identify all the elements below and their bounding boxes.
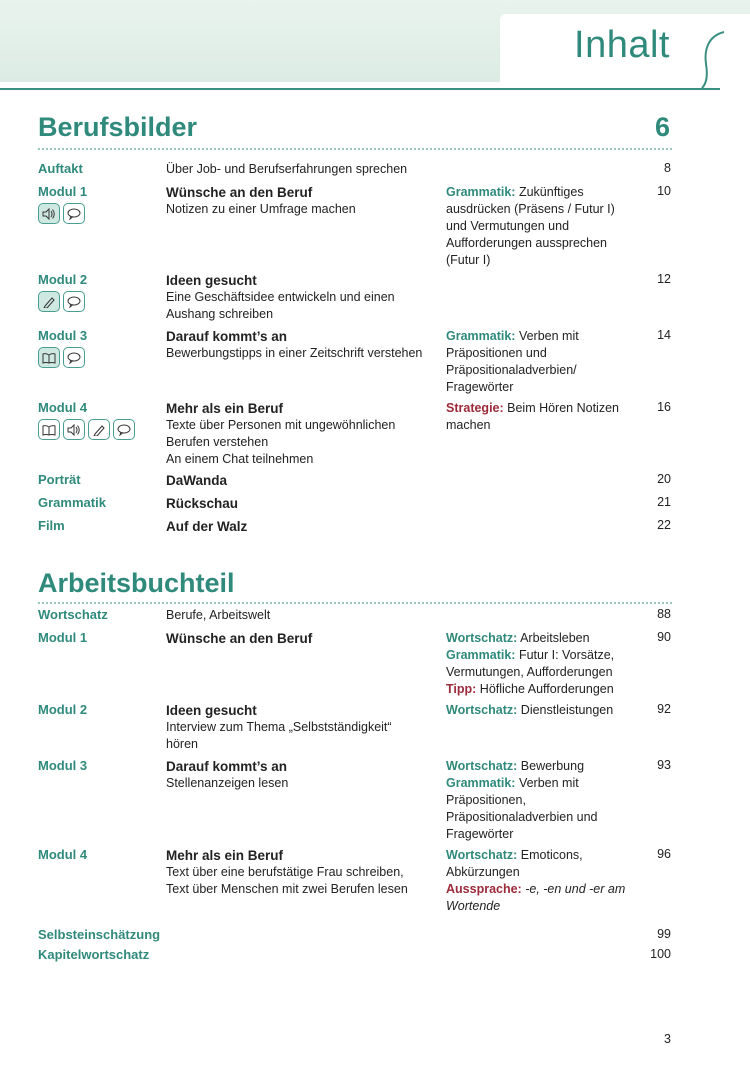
row-page: 96 <box>657 847 671 861</box>
row-content <box>166 847 442 898</box>
row-page: 88 <box>657 607 671 621</box>
page-title: Inhalt <box>574 24 670 66</box>
row-description: Berufe, Arbeitswelt <box>166 608 271 622</box>
grammar-label: Grammatik: <box>446 648 516 662</box>
skill-icons <box>38 203 85 224</box>
row-description-line: Eine Geschäftsidee entwickeln und einen <box>166 290 395 304</box>
pronunciation-label: Aussprache: <box>446 882 522 896</box>
tip-text: Höfliche Aufforderungen <box>476 682 614 696</box>
section-divider <box>38 602 672 604</box>
section-title-berufsbilder: Berufsbilder <box>38 112 198 142</box>
row-side-note <box>446 702 636 719</box>
row-label: Modul 2 <box>38 702 88 717</box>
row-description-line: Text über eine berufstätige Frau schreiben, <box>166 865 404 879</box>
grammar-text: Zukünftiges ausdrücken (Präsens / Futur I) und Vermutungen und Aufforderungen aussprechen (Futur I) <box>446 185 615 267</box>
row-page: 10 <box>657 184 671 198</box>
row-title: Darauf kommt’s an <box>166 329 288 344</box>
speech-bubble-icon <box>113 419 135 440</box>
row-description: Bewerbungstipps in einer Zeitschrift verstehen <box>166 346 423 360</box>
row-title: Wünsche an den Beruf <box>166 185 313 200</box>
row-label: Modul 3 <box>38 328 88 343</box>
header-rule <box>0 88 720 90</box>
speech-bubble-icon <box>63 203 85 224</box>
row-side-note <box>446 847 636 915</box>
vocab-text: Dienstleistungen <box>517 703 614 717</box>
section-title-arbeitsbuchteil: Arbeitsbuchteil <box>38 568 235 598</box>
row-label: Modul 1 <box>38 630 88 645</box>
row-description-line: An einem Chat teilnehmen <box>166 452 314 466</box>
row-description-line: Berufen verstehen <box>166 435 269 449</box>
grammar-label: Grammatik: <box>446 185 516 199</box>
skill-icons <box>38 419 135 440</box>
row-description-line: hören <box>166 737 198 751</box>
speaker-icon <box>38 203 60 224</box>
row-label: Auftakt <box>38 161 83 176</box>
row-page: 93 <box>657 758 671 772</box>
pencil-icon <box>88 419 110 440</box>
row-page: 14 <box>657 328 671 342</box>
row-label: Wortschatz <box>38 607 108 622</box>
row-side-note <box>446 400 636 434</box>
row-label: Porträt <box>38 472 81 487</box>
row-title: Mehr als ein Beruf <box>166 848 284 863</box>
book-icon <box>38 419 60 440</box>
row-side-note <box>446 630 636 698</box>
strategy-text: Beim Hören Notizen machen <box>446 401 619 432</box>
vocab-text: Emoticons, Abkürzungen <box>446 848 583 879</box>
row-label: Selbsteinschätzung <box>38 927 161 942</box>
row-page: 16 <box>657 400 671 414</box>
row-title: Mehr als ein Beruf <box>166 401 284 416</box>
row-page: 99 <box>657 927 671 941</box>
pronunciation-text: -e, -en und -er am Wortende <box>446 882 626 913</box>
speech-bubble-icon <box>63 291 85 312</box>
skill-icons <box>38 347 85 368</box>
row-label: Film <box>38 518 65 533</box>
row-content <box>166 184 442 218</box>
row-title: Rückschau <box>166 496 239 511</box>
row-description-line: Interview zum Thema „Selbstständigkeit“ <box>166 720 392 734</box>
row-description-line: Text über Menschen mit zwei Berufen lesen <box>166 882 408 896</box>
strategy-label: Strategie: <box>446 401 504 415</box>
row-content <box>166 400 442 468</box>
row-page: 22 <box>657 518 671 532</box>
row-content <box>166 758 442 792</box>
vocab-label: Wortschatz: <box>446 703 518 717</box>
grammar-label: Grammatik: <box>446 776 516 790</box>
row-side-note <box>446 758 636 843</box>
skill-icons <box>38 291 85 312</box>
row-page: 100 <box>650 947 671 961</box>
row-label: Modul 4 <box>38 847 88 862</box>
row-page: 12 <box>657 272 671 286</box>
grammar-label: Grammatik: <box>446 329 516 343</box>
row-page: 21 <box>657 495 671 509</box>
row-label: Modul 4 <box>38 400 88 415</box>
row-side-note <box>446 328 636 396</box>
grammar-text: Verben mit Präpositionen, Präpositionaladverbien und Fragewörter <box>446 776 598 841</box>
vocab-label: Wortschatz: <box>446 759 518 773</box>
row-page: 20 <box>657 472 671 486</box>
row-label: Grammatik <box>38 495 106 510</box>
grammar-text: Futur I: Vorsätze, Vermutungen, Aufforderungen <box>446 648 615 679</box>
row-title: Auf der Walz <box>166 519 248 534</box>
row-content <box>166 328 442 362</box>
row-label: Modul 2 <box>38 272 88 287</box>
row-label: Kapitelwortschatz <box>38 947 150 962</box>
section-divider <box>38 148 672 150</box>
row-title: DaWanda <box>166 473 228 488</box>
page-number: 3 <box>664 1032 671 1046</box>
pencil-icon <box>38 291 60 312</box>
row-title: Ideen gesucht <box>166 273 257 288</box>
row-page: 92 <box>657 702 671 716</box>
row-side-note <box>446 184 636 269</box>
vocab-text: Arbeitsleben <box>517 631 590 645</box>
row-content <box>166 702 442 753</box>
vocab-text: Bewerbung <box>517 759 585 773</box>
row-description: Notizen zu einer Umfrage machen <box>166 202 356 216</box>
grammar-text: Verben mit Präpositionen und Präpositionaladverbien/ Fragewörter <box>446 329 579 394</box>
vocab-label: Wortschatz: <box>446 631 518 645</box>
row-label: Modul 1 <box>38 184 88 199</box>
row-page: 90 <box>657 630 671 644</box>
row-title: Darauf kommt’s an <box>166 759 288 774</box>
row-page: 8 <box>664 161 671 175</box>
vocab-label: Wortschatz: <box>446 848 518 862</box>
row-content <box>166 272 442 323</box>
row-description-line: Texte über Personen mit ungewöhnlichen <box>166 418 396 432</box>
row-description-line: Aushang schreiben <box>166 307 274 321</box>
book-icon <box>38 347 60 368</box>
page-curl-decoration <box>700 30 730 90</box>
row-description: Über Job- und Berufserfahrungen sprechen <box>166 162 408 176</box>
row-title: Wünsche an den Beruf <box>166 631 313 646</box>
tip-label: Tipp: <box>446 682 477 696</box>
speech-bubble-icon <box>63 347 85 368</box>
row-description: Stellenanzeigen lesen <box>166 776 289 790</box>
row-title: Ideen gesucht <box>166 703 257 718</box>
row-label: Modul 3 <box>38 758 88 773</box>
section-number: 6 <box>654 112 670 142</box>
speaker-icon <box>63 419 85 440</box>
